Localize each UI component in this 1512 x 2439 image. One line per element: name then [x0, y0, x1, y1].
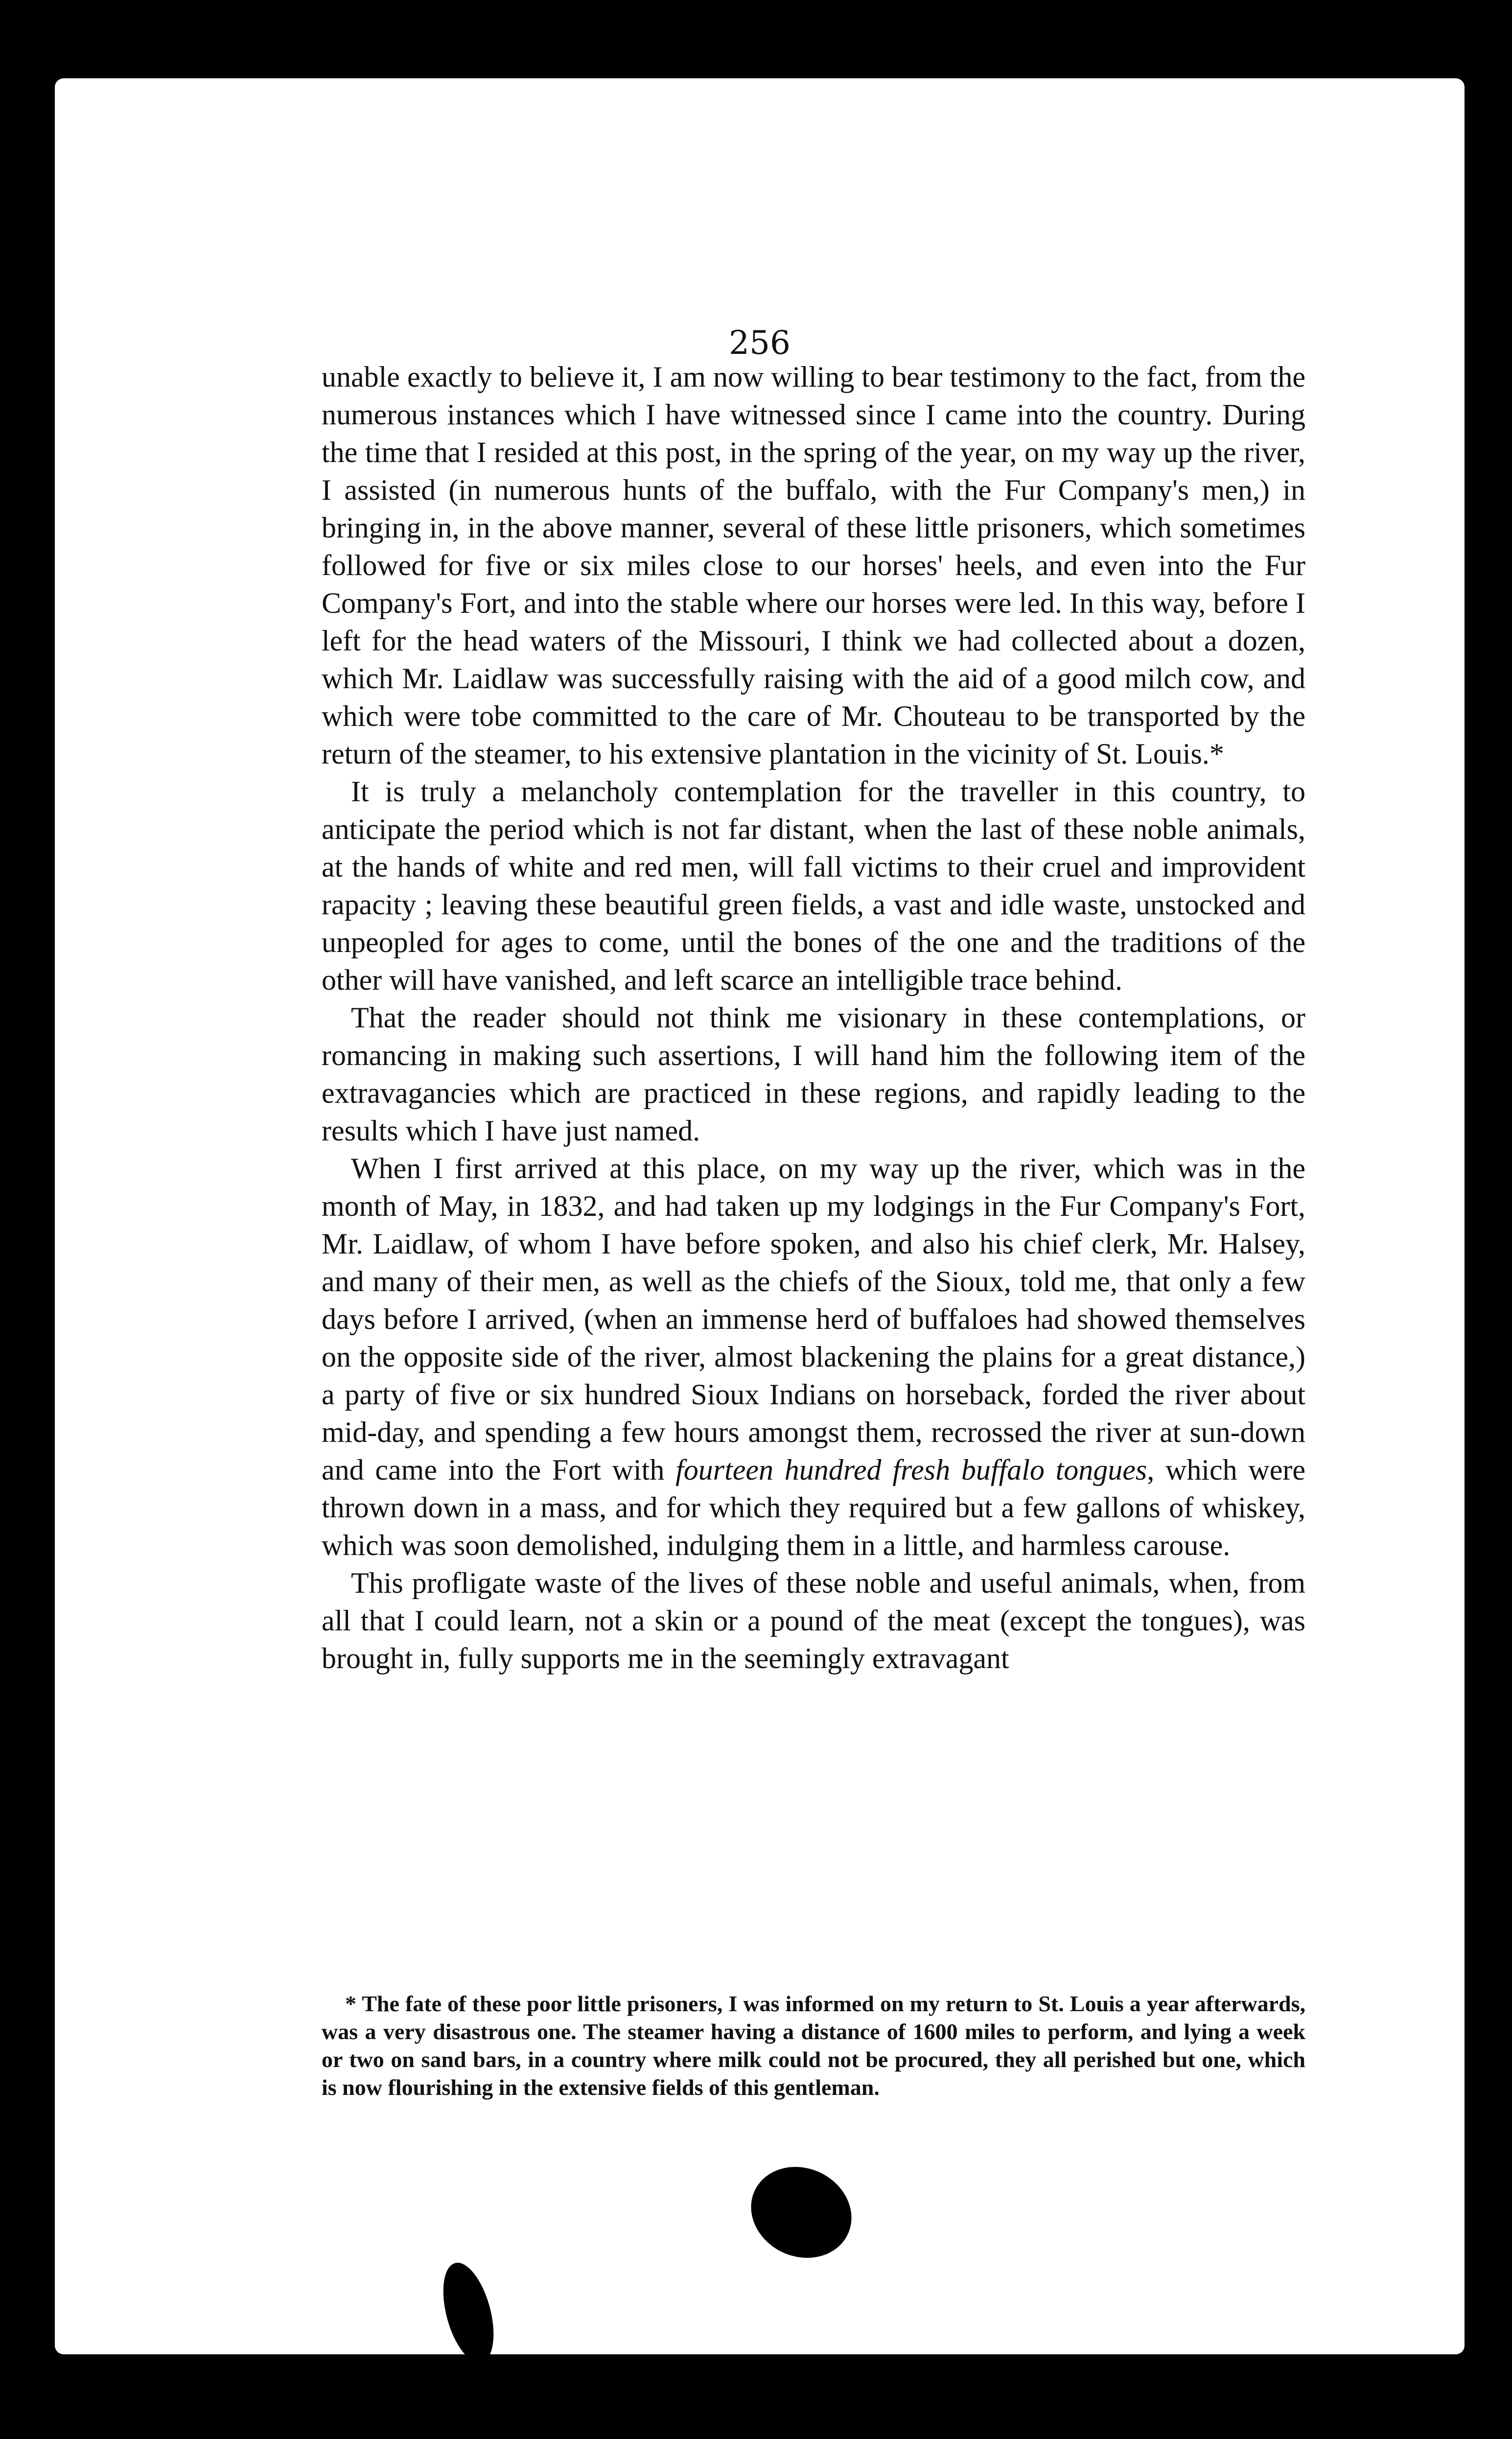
- paragraph-4-italic: fourteen hundred fresh buffalo tongues: [675, 1454, 1147, 1486]
- paragraph-5: This profligate waste of the lives of these noble and useful animals, when, from all that I could learn, not a skin or a pound of the meat (except the tongues), was brought in, fully supports me in the seemingly extravagant: [322, 1567, 1305, 1674]
- book-page: [55, 78, 1465, 2354]
- paragraph-1: unable exactly to believe it, I am now willing to bear testimony to the fact, from the numerous instances which I have witnessed since I came into the country. During the time that I resided at this post, in the spring of the year, on my way up the river, I assisted (in numerous hunts of the buffalo, with the Fur Company's men,) in bringing in, in the above manner, several of these little prisoners, which sometimes followed for five or six miles close to our horses' heels, and even into the Fur Company's Fort, and into the stable where our horses were led. In this way, before I left for the head waters of the Missouri, I think we had collected about a dozen, which Mr. Laidlaw was successfully raising with the aid of a good milch cow, and which were tobe committed to the care of Mr. Chouteau to be transported by the return of the steamer, to his extensive plantation in the vicinity of St. Louis.*: [322, 361, 1305, 770]
- footnote-text: * The fate of these poor little prisoners, I was informed on my return to St. Louis a year afterwards, was a very disastrous one. The steamer having a distance of 1600 miles to perform, and lying a week or two on sand bars, in a country where milk could not be procured, they all perished but one, which is now flourishing in the extensive fields of this gentleman.: [322, 1991, 1305, 2100]
- ink-smudge: [736, 2151, 866, 2274]
- ink-smudge: [434, 2257, 503, 2368]
- page-number: 256: [729, 324, 791, 362]
- body-text: [322, 358, 1305, 1677]
- paragraph-2: It is truly a melancholy contemplation for the traveller in this country, to anticipate the period which is not far distant, when the last of these noble animals, at the hands of white and red men, will fall victims to their cruel and improvident rapacity ; leaving these beautiful green fields, a vast and idle waste, unstocked and unpeopled for ages to come, until the bones of the one and the traditions of the other will have vanished, and left scarce an intelligible trace behind.: [322, 775, 1305, 996]
- paragraph-4-start: When I first arrived at this place, on my way up the river, which was in the month of May, in 1832, and had taken up my lodgings in the Fur Company's Fort, Mr. Laidlaw, of whom I have before spoken, and also his chief clerk, Mr. Halsey, and many of their men, as well as the chiefs of the Sioux, told me, that only a few days before I arrived, (when an immense herd of buffaloes had showed themselves on the opposite side of the river, almost blackening the plains for a great distance,) a party of five or six hundred Sioux Indians on horseback, forded the river about mid-day, and spending a few hours amongst them, recrossed the river at sun-down and came into the Fort with: [322, 1152, 1305, 1486]
- paragraph-3: That the reader should not think me visionary in these contemplations, or romancing in making such assertions, I will hand him the following item of the extravagancies which are practiced in these regions, and rapidly leading to the results which I have just named.: [322, 1001, 1305, 1147]
- paragraph-4: [322, 1150, 1305, 1564]
- footnote: [322, 1990, 1305, 2101]
- paragraph-4-end: , which were thrown down in a mass, and for which they required but a few gallons of whiskey, which was soon demolished, indulging them in a little, and harmless carouse.: [322, 1454, 1306, 1561]
